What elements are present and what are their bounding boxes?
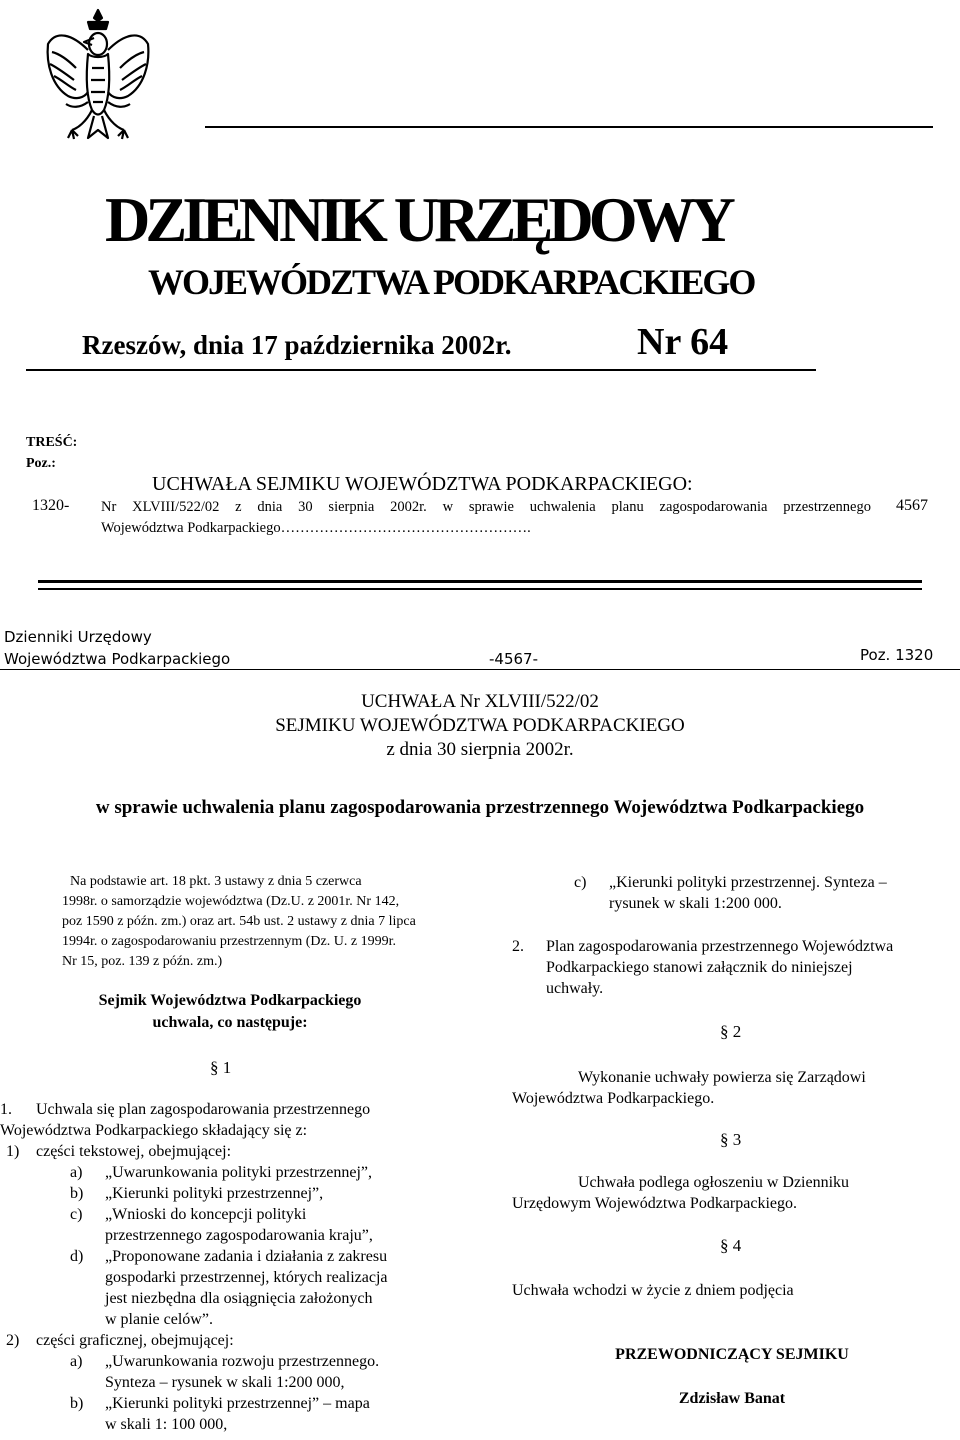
section-2-text — [512, 1067, 932, 1109]
list-subitem-line: „Kierunki polityki przestrzennej. Synteza – — [609, 874, 887, 891]
section-2-line: Wykonanie uchwały powierza się Zarządowi — [578, 1069, 866, 1086]
list-subitem-line: „Kierunki polityki przestrzennej” – mapa — [105, 1395, 370, 1412]
list-subitem-label: b) — [70, 1185, 84, 1202]
list-subitem-text: „Uwarunkowania polityki przestrzennej”, — [105, 1164, 373, 1181]
legal-basis-line: 1994r. o zagospodarowaniu przestrzennym (Dz. U. z 1999r. — [62, 934, 396, 949]
running-header-line: Dzienniki Urzędowy — [4, 628, 152, 646]
section-1-mark: § 1 — [210, 1058, 232, 1077]
issue-date: Rzeszów, dnia 17 października 2002r. — [82, 330, 512, 360]
paragraph-2-number: 2. — [512, 938, 524, 955]
section-4-text: Uchwała wchodzi w życie z dniem podjęcia — [512, 1282, 794, 1299]
running-header-line: Województwa Podkarpackiego — [4, 650, 231, 668]
running-header-rule — [0, 669, 960, 670]
section-4-mark: § 4 — [720, 1236, 742, 1255]
list-subitem-line: przestrzennego zagospodarowania kraju”, — [105, 1227, 373, 1244]
list-item — [6, 1330, 440, 1351]
paragraph-2-line: Plan zagospodarowania przestrzennego Województwa — [546, 938, 894, 955]
list-subitem-text — [105, 1246, 388, 1330]
list-item — [6, 1141, 440, 1162]
list-subitem-text — [105, 1393, 370, 1435]
list-item-number: 1) — [6, 1143, 20, 1160]
list-subitem — [70, 1351, 440, 1393]
list-subitem-label: c) — [574, 874, 587, 891]
issue-number: Nr 64 — [637, 321, 729, 363]
list-subitem — [70, 1246, 440, 1330]
paragraph-2-line: uchwały. — [546, 980, 604, 997]
paragraph-1-row — [0, 1099, 440, 1120]
running-header-page: -4567- — [489, 650, 538, 668]
section-2-line: Województwa Podkarpackiego. — [512, 1090, 715, 1107]
list-subitem — [70, 1204, 440, 1246]
toc-entry-page: 4567 — [896, 497, 928, 514]
list-subitem-line: „Wnioski do koncepcji polityki — [105, 1206, 307, 1223]
legal-basis-line: poz 1590 z późn. zm.) oraz art. 54b ust. 2 ustawy z dnia 7 lipca — [62, 914, 416, 929]
paragraph-1-text: Województwa Podkarpackiego składający się z: — [0, 1122, 308, 1139]
legal-basis-line: Nr 15, poz. 139 z późn. zm.) — [62, 954, 223, 969]
toc-entry — [101, 497, 871, 539]
running-header-left — [4, 626, 230, 670]
list-subitem — [70, 1183, 440, 1204]
list-subitem-line: „Uwarunkowania rozwoju przestrzennego. — [105, 1353, 380, 1370]
masthead-top-rule — [205, 126, 933, 128]
legal-basis-line: Na podstawie art. 18 pkt. 3 ustawy z dnia 5 czerwca — [70, 874, 362, 889]
list-item-text: części tekstowej, obejmującej: — [36, 1143, 232, 1160]
list-subitem-text: „Kierunki polityki przestrzennej”, — [105, 1185, 324, 1202]
list-item-number: 2) — [6, 1332, 20, 1349]
chairman-title: PRZEWODNICZĄCY SEJMIKU — [615, 1346, 849, 1363]
list-subitem-text — [609, 872, 887, 914]
toc-heading: UCHWAŁA SEJMIKU WOJEWÓDZTWA PODKARPACKIEGO: — [152, 473, 693, 495]
list-subitem-label: d) — [70, 1248, 84, 1265]
toc-entry-line: Nr XLVIII/522/02 z dnia 30 sierpnia 2002r. w sprawie uchwalenia planu zagospodarowania przestrzennego — [101, 499, 871, 515]
list-subitem-line: w planie celów”. — [105, 1311, 213, 1328]
masthead-subtitle: WOJEWÓDZTWA PODKARPACKIEGO — [148, 262, 755, 302]
decision-line: Sejmik Województwa Podkarpackiego — [98, 992, 362, 1009]
paragraph-2 — [512, 936, 952, 999]
legal-basis — [70, 872, 422, 892]
section-3-text — [512, 1172, 932, 1214]
list-subitem-label: a) — [70, 1164, 83, 1181]
resolution-title — [0, 690, 960, 762]
toc-poz-label: Poz.: — [26, 456, 56, 471]
section-3-line: Uchwała podlega ogłoszeniu w Dzienniku — [578, 1174, 850, 1191]
paragraph-2-line: Podkarpackiego stanowi załącznik do niniejszej — [546, 959, 853, 976]
resolution-subject: w sprawie uchwalenia planu zagospodarowania przestrzennego Województwa Podkarpackiego — [95, 797, 865, 818]
list-subitem-line: w skali 1: 100 000, — [105, 1416, 228, 1433]
list-subitem-label: b) — [70, 1395, 84, 1412]
list-subitem-label: c) — [70, 1206, 83, 1223]
paragraph-2-text — [546, 936, 893, 999]
legal-basis-line: 1998r. o samorządzie województwa (Dz.U. z 2001r. Nr 142, — [62, 894, 400, 909]
list-subitem-line: jest niezbędna dla osiągnięcia założonych — [105, 1290, 373, 1307]
section-3-mark: § 3 — [720, 1130, 742, 1149]
list-subitem-line: rysunek w skali 1:200 000. — [609, 895, 782, 912]
resolution-issuer: SEJMIKU WOJEWÓDZTWA PODKARPACKIEGO — [275, 715, 685, 736]
running-header-position: Poz. 1320 — [860, 646, 934, 664]
list-subitem-text — [105, 1204, 373, 1246]
list-subitem-label: a) — [70, 1353, 83, 1370]
section-double-rule — [38, 580, 922, 583]
list-subitem-text — [105, 1351, 379, 1393]
paragraph-1 — [0, 1099, 440, 1435]
list-subitem — [70, 1162, 440, 1183]
masthead-title: DZIENNIK URZĘDOWY — [105, 184, 731, 255]
paragraph-1-text: Uchwala się plan zagospodarowania przestrzennego — [36, 1101, 371, 1118]
section-3-line: Urzędowym Województwa Podkarpackiego. — [512, 1195, 797, 1212]
list-subitem-line: „Proponowane zadania i działania z zakresu — [105, 1248, 388, 1265]
decision-formula — [20, 990, 440, 1034]
list-subitem-line: Synteza – rysunek w skali 1:200 000, — [105, 1374, 345, 1391]
section-2-mark: § 2 — [720, 1022, 742, 1041]
paragraph-1-number: 1. — [0, 1101, 12, 1118]
chairman-name: Zdzisław Banat — [678, 1390, 786, 1407]
right-column — [512, 872, 952, 999]
left-column — [62, 872, 422, 892]
resolution-date: z dnia 30 sierpnia 2002r. — [386, 739, 574, 760]
list-subitem — [70, 1393, 440, 1435]
decision-line: uchwala, co następuje: — [152, 1014, 308, 1031]
toc-entry-line: Województwa Podkarpackiego……………………………………………. — [101, 520, 531, 536]
toc-label: TREŚĆ: — [26, 435, 78, 450]
list-item-text: części graficznej, obejmującej: — [36, 1332, 234, 1349]
list-subitem — [574, 872, 952, 914]
resolution-number: UCHWAŁA Nr XLVIII/522/02 — [361, 691, 599, 712]
masthead-bottom-rule — [26, 369, 816, 371]
section-double-rule — [38, 588, 922, 590]
list-subitem-line: gospodarki przestrzennej, których realizacja — [105, 1269, 388, 1286]
legal-basis-cont — [62, 892, 422, 972]
polish-eagle-emblem-icon — [42, 4, 154, 154]
toc-entry-number: 1320- — [32, 497, 70, 514]
